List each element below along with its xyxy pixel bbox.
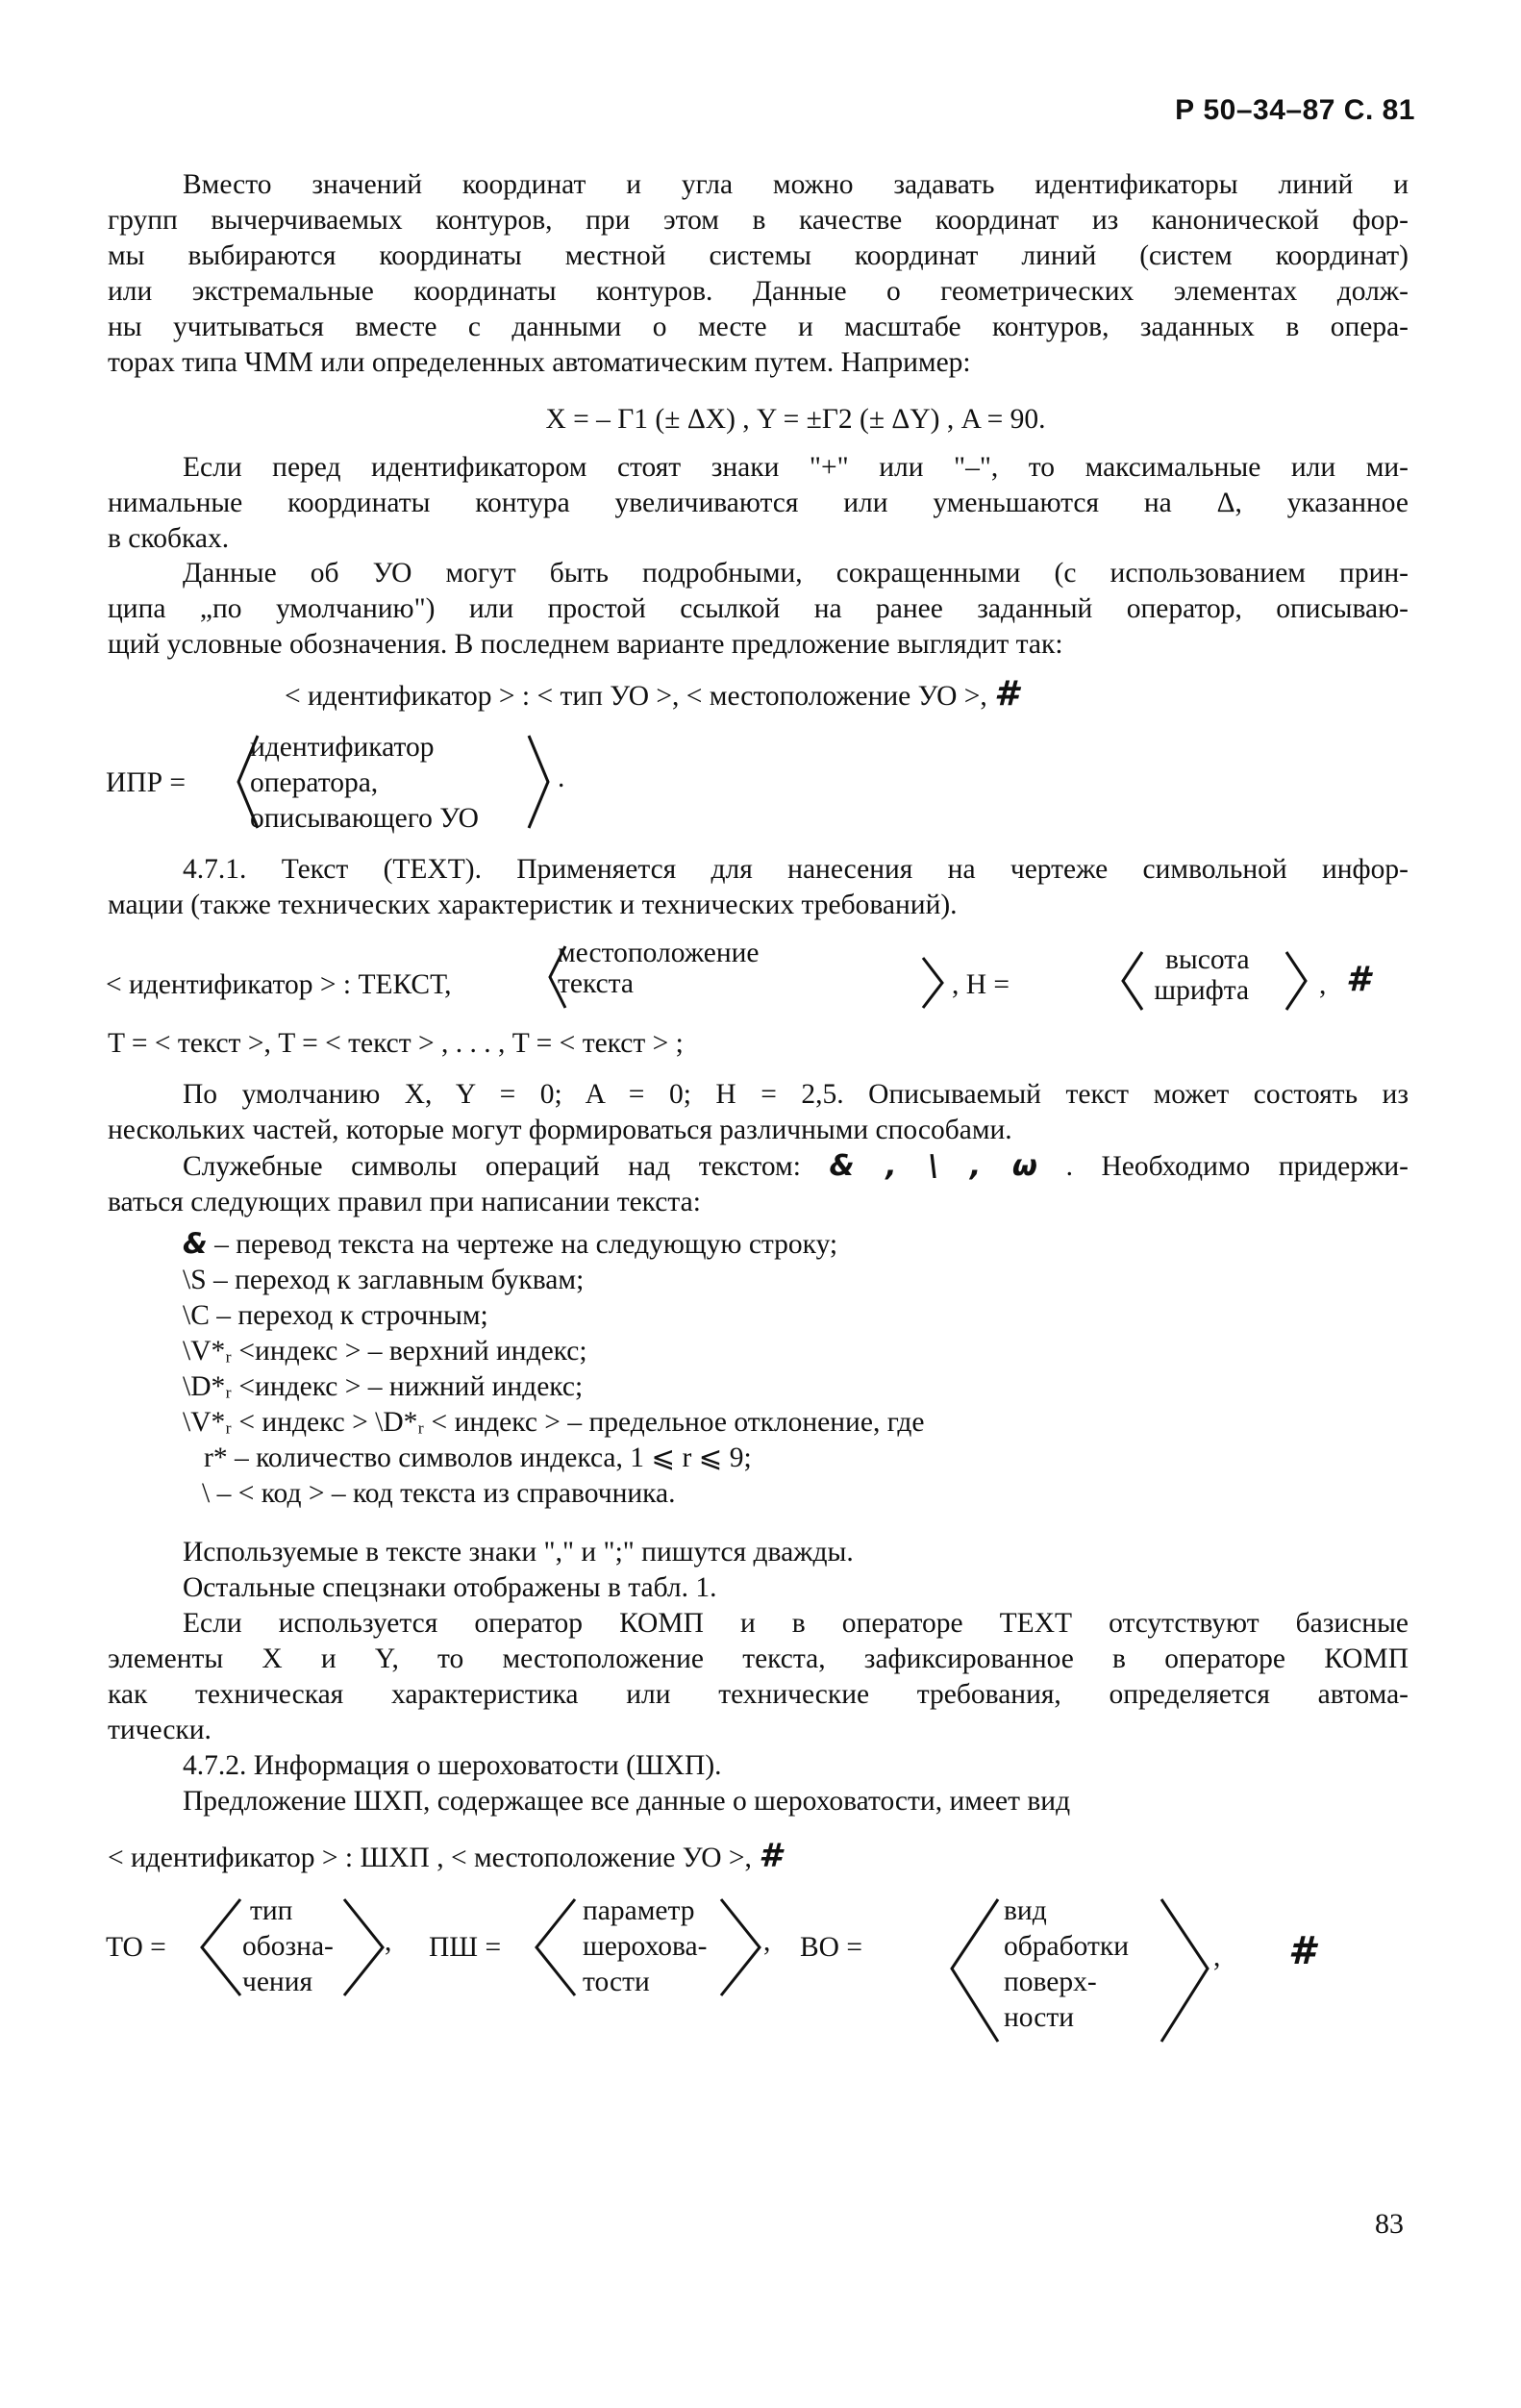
paragraph-komp [108, 1606, 1409, 1748]
vo-tail: , [1213, 1942, 1221, 1972]
text-line: тически. [108, 1715, 212, 1745]
ipr-definition [106, 726, 606, 841]
section-title: 4.7.2. Информация о шероховатости (ШХП). [183, 1750, 722, 1781]
text-fragment: . Необходимо придержи- [1065, 1151, 1409, 1182]
text-line: Данные об УО могут быть подробными, сокращенными (с использованием прин- [183, 558, 1409, 589]
hash-symbol: # [759, 1837, 782, 1875]
ipr-tail: . [558, 763, 565, 793]
text-line: в скобках. [108, 523, 230, 554]
document-code-header: Р 50–34–87 С. 81 [1175, 94, 1415, 126]
text-line: или экстремальные координаты контуров. Данные о геометрических элементах долж- [108, 276, 1409, 307]
roughness-definitions [106, 1890, 1356, 2053]
psh-label: ПШ = [429, 1932, 502, 1963]
text-line: Остальные спецзнаки отображены в табл. 1. [183, 1572, 717, 1603]
to-line: обозна- [242, 1931, 334, 1962]
text-line: щий условные обозначения. В последнем варианте предложение выглядит так: [108, 629, 1063, 660]
paragraph-signs [108, 450, 1409, 557]
paragraph-service-symbols [108, 1148, 1409, 1220]
text-line: Если перед идентификатором стоят знаки "+" или "–", то максимальные или ми- [183, 452, 1409, 483]
list-item: \D*ᵣ <индекс > – нижний индекс; [183, 1371, 584, 1402]
text-line: ны учитываться вместе с данными о месте и масштабе контуров, заданных в опера- [108, 312, 1409, 342]
list-item [183, 1226, 924, 1263]
text-line: элементы X и Y, то местоположение текста, зафиксированное в операторе КОМП [108, 1643, 1409, 1674]
formula-text: X = – Г1 (± ΔX) , Y = ±Г2 (± ΔY) , A = 90. [545, 404, 1046, 435]
list-item: r* – количество символов индекса, 1 ⩽ r ⩽ 9; [204, 1442, 752, 1473]
text-line: Если используется оператор КОМП и в операторе ТЕХТ отсутствуют базисные [183, 1608, 1409, 1639]
ipr-line: оператора, [250, 767, 379, 798]
hash-symbol: # [1346, 960, 1371, 999]
vo-line: вид [1004, 1895, 1047, 1926]
text-line: мы выбираются координаты местной системы координат линий (систем координат) [108, 240, 1409, 271]
text-line: 4.7.1. Текст (ТЕХТ). Применяется для нанесения на чертеже символьной инфор- [183, 854, 1409, 885]
to-line: чения [242, 1967, 313, 1997]
vo-label: BO = [800, 1932, 862, 1963]
shkhp-formula [108, 1839, 782, 1876]
font-height-line: высота [1165, 944, 1250, 975]
text-rules-list [183, 1226, 924, 1512]
location-line: текста [558, 968, 635, 999]
vo-line: обработки [1004, 1931, 1129, 1962]
hash-symbol: # [1288, 1929, 1315, 1973]
list-item: \S – переход к заглавным буквам; [183, 1265, 585, 1295]
psh-tail: , [763, 1926, 771, 1957]
vo-line: поверх- [1004, 1967, 1097, 1997]
formula-coordinates-example [183, 402, 1409, 438]
text-formula-prefix: < идентификатор > : ТЕКСТ, [106, 969, 452, 1000]
text-line: Вместо значений координат и угла можно задавать идентификаторы линий и [183, 169, 1409, 200]
text-line: ваться следующих правил при написании текста: [108, 1187, 701, 1217]
ipr-line: идентификатор [250, 732, 435, 763]
to-line: тип [250, 1895, 293, 1926]
list-item: \C – переход к строчным; [183, 1300, 488, 1331]
paragraph-coordinates [108, 167, 1409, 381]
service-symbols: & , \ , ω [829, 1149, 1037, 1183]
text-line: Предложение ШХП, содержащее все данные о шероховатости, имеет вид [183, 1786, 1071, 1817]
list-item: \V*ᵣ < индекс > \D*ᵣ < индекс > – предельное отклонение, где [183, 1407, 925, 1438]
ipr-line: описывающего УО [250, 803, 479, 834]
formula-text: < идентификатор > : < тип УО >, < местоположение УО >, [285, 681, 987, 712]
hash-symbol: # [994, 674, 1019, 714]
h-label: , H = [952, 969, 1010, 1000]
psh-line: шерохова- [583, 1931, 708, 1962]
text-line: групп вычерчиваемых контуров, при этом в качестве координат из канонической фор- [108, 205, 1409, 236]
formula-text: < идентификатор > : ШХП , < местоположение УО >, [108, 1843, 752, 1873]
location-line: местоположение [558, 938, 760, 968]
text-line: ципа „по умолчанию") или простой ссылкой на ранее заданный оператор, описываю- [108, 593, 1409, 624]
text-formula-tail: , [1319, 969, 1327, 1000]
to-label: TO = [106, 1932, 166, 1963]
text-assignment-line: T = < текст >, T = < текст > , . . . , T = < текст > ; [108, 1028, 684, 1059]
text-line: Используемые в тексте знаки "," и ";" пишутся дважды. [183, 1537, 854, 1568]
formula-uo-sentence [285, 676, 1018, 715]
text-line: нескольких частей, которые могут формироваться различными способами. [108, 1115, 1012, 1145]
ampersand-symbol: & [183, 1227, 208, 1260]
rule-text: – перевод текста на чертеже на следующую строку; [214, 1229, 838, 1260]
paragraph-uo-data [108, 556, 1409, 663]
section-4-7-1 [108, 852, 1409, 923]
text-operator-formula [106, 933, 1371, 1029]
text-line: торах типа ЧММ или определенных автоматическим путем. Например: [108, 347, 971, 378]
page-number: 83 [1375, 2208, 1404, 2240]
list-item: \ – < код > – код текста из справочника. [202, 1478, 676, 1509]
text-line: По умолчанию X, Y = 0; A = 0; H = 2,5. Описываемый текст может состоять из [183, 1079, 1409, 1110]
vo-line: ности [1004, 2002, 1075, 2033]
psh-line: тости [583, 1967, 650, 1997]
ipr-label: ИПР = [106, 767, 187, 798]
text-line: как техническая характеристика или технические требования, определяется автома- [108, 1679, 1409, 1710]
list-item: \V*ᵣ <индекс > – верхний индекс; [183, 1336, 587, 1367]
psh-line: параметр [583, 1895, 695, 1926]
text-line: нимальные координаты контура увеличиваются или уменьшаются на Δ, указанное [108, 488, 1409, 518]
text-fragment: Служебные символы операций над текстом: [183, 1151, 801, 1182]
to-tail: , [385, 1926, 392, 1957]
font-height-line: шрифта [1154, 975, 1250, 1006]
paragraph-defaults [108, 1077, 1409, 1148]
paragraph-special-signs [183, 1535, 1409, 1606]
text-line: мации (также технических характеристик и технических требований). [108, 890, 958, 920]
section-4-7-2 [183, 1748, 1409, 1819]
